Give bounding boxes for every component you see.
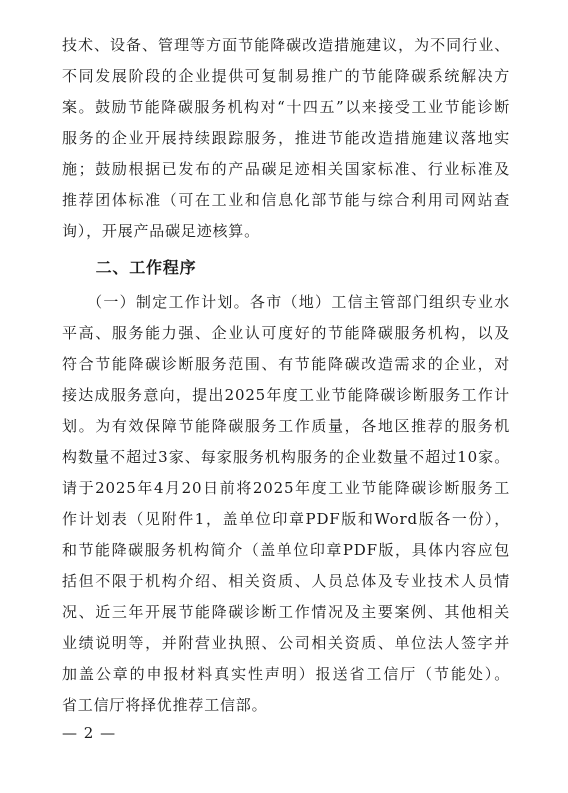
paragraph-line: 加盖公章的申报材料真实性声明）报送省工信厅（节能处）。 [62,665,510,683]
paragraph-line: 作计划表（见附件1，盖单位印章PDF版和Word版各一份）， [62,510,510,528]
paragraph-line: 业绩说明等，并附营业执照、公司相关资质、单位法人签字并 [62,634,510,652]
paragraph-line: 平高、服务能力强、企业认可度好的节能降碳服务机构，以及 [62,324,510,342]
paragraph-line: 请于2025年4月20日前将2025年度工业节能降碳诊断服务工 [62,479,510,497]
paragraph-line: 括但不限于机构介绍、相关资质、人员总体及专业技术人员情 [62,572,510,590]
paragraph-line: 和节能降碳服务机构简介（盖单位印章PDF版，具体内容应包 [62,541,510,559]
paragraph-line: 询），开展产品碳足迹核算。 [62,222,260,240]
paragraph-line: 施；鼓励根据已发布的产品碳足迹相关国家标准、行业标准及 [62,160,510,178]
paragraph-line: 构数量不超过3家、每家服务机构服务的企业数量不超过10家。 [62,448,510,466]
paragraph-line: 服务的企业开展持续跟踪服务，推进节能改造措施建议落地实 [62,129,510,147]
paragraph-line: 推荐团体标准（可在工业和信息化部节能与综合利用司网站查 [62,191,510,209]
paragraph-line: 省工信厅将择优推荐工信部。 [62,696,268,714]
section-heading: 二、工作程序 [62,258,197,277]
paragraph-line: 符合节能降碳诊断服务范围、有节能降碳改造需求的企业，对 [62,355,510,373]
paragraph-line: 划。为有效保障节能降碳服务工作质量，各地区推荐的服务机 [62,417,510,435]
page-number: — 2 — [62,724,117,742]
paragraph-line: 接达成服务意向，提出2025年度工业节能降碳诊断服务工作计 [62,386,510,404]
paragraph-line: 不同发展阶段的企业提供可复制易推广的节能降碳系统解决方 [62,67,510,85]
paragraph-line: 况、近三年开展节能降碳诊断工作情况及主要案例、其他相关 [62,603,510,621]
paragraph-line: 案。鼓励节能降碳服务机构对“十四五”以来接受工业节能诊断 [62,98,510,116]
paragraph-line: 技术、设备、管理等方面节能降碳改造措施建议，为不同行业、 [62,36,510,54]
paragraph-line: （一）制定工作计划。各市（地）工信主管部门组织专业水 [62,293,510,311]
